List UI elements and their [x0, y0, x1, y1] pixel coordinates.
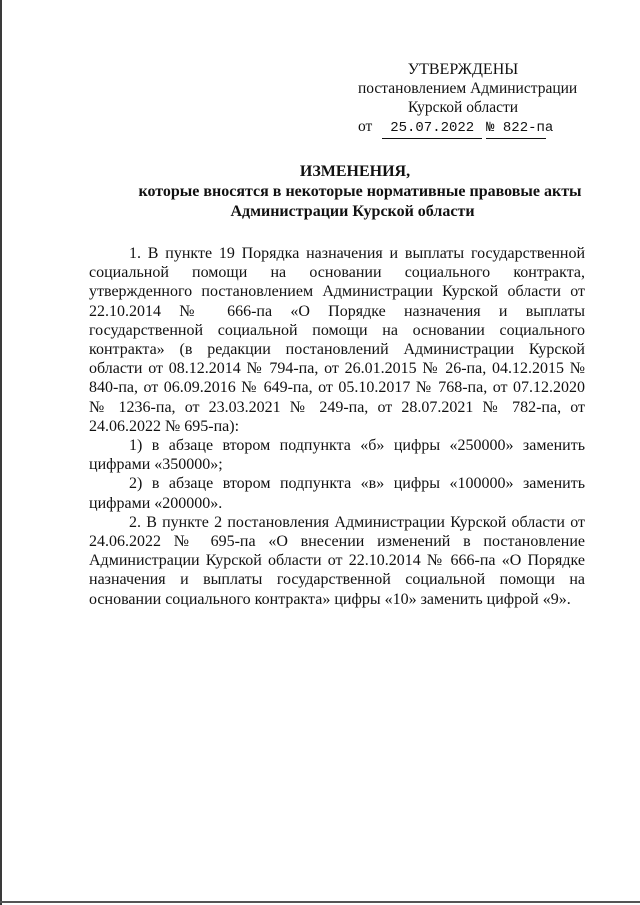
approval-line-1: постановлением Администрации: [358, 80, 578, 97]
approval-heading: УТВЕРЖДЕНЫ: [407, 61, 519, 78]
approval-number: 822-па: [502, 120, 554, 136]
title-line-1: ИЗМЕНЕНИЯ,: [299, 163, 411, 180]
paragraph-subitem-1: 1) в абзаце втором подпункта «б» цифры «250000» заменить цифрами «350000»;: [89, 437, 585, 474]
paragraph-subitem-2: 2) в абзаце втором подпункта «в» цифры «100000» заменить цифрами «200000».: [89, 475, 585, 512]
scan-edge-left: [0, 0, 2, 905]
approval-date: 25.07.2022: [382, 119, 482, 139]
approval-number-field: [486, 119, 554, 139]
document-title: [60, 162, 620, 222]
approval-date-line: [358, 117, 578, 139]
approval-line-2: Курской области: [408, 99, 519, 116]
approval-from-label: от: [358, 118, 373, 135]
approval-stamp: [358, 60, 578, 139]
approval-number-label: №: [486, 120, 495, 136]
title-line-3: Администрации Курской области: [230, 203, 475, 220]
document-body: [89, 244, 585, 609]
title-line-2: которые вносятся в некоторые нормативные правовые акты: [138, 183, 582, 200]
paragraph-2: 2. В пункте 2 постановления Администрации Курской области от 24.06.2022 № 695-па «О внесении изменений в постановление Администрации Курской области от 22.10.2014 № 666-па «О Порядке назначения и выплаты государственной социальной помощи на основании социального контракта» цифры «10» заменить цифрой «9».: [89, 513, 585, 608]
scan-edge-bottom: [0, 901, 640, 903]
paragraph-1: 1. В пункте 19 Порядка назначения и выплаты государственной социальной помощи на основании социального контракта, утвержденного постановлением Администрации Курской области от 22.10.2014 № 666-па «О Порядке назначения и выплаты государственной социальной помощи на основании социального контракта» (в редакции постановлений Администрации Курской области от 08.12.2014 № 794-па, от 26.01.2015 № 26-па, 04.12.2015 № 840-па, от 06.09.2016 № 649-па, от 05.10.2017 № 768-па, от 07.12.2020 № 1236-па, от 23.03.2021 № 249-па, от 28.07.2021 № 782-па, от 24.06.2022 № 695-па):: [89, 245, 585, 435]
